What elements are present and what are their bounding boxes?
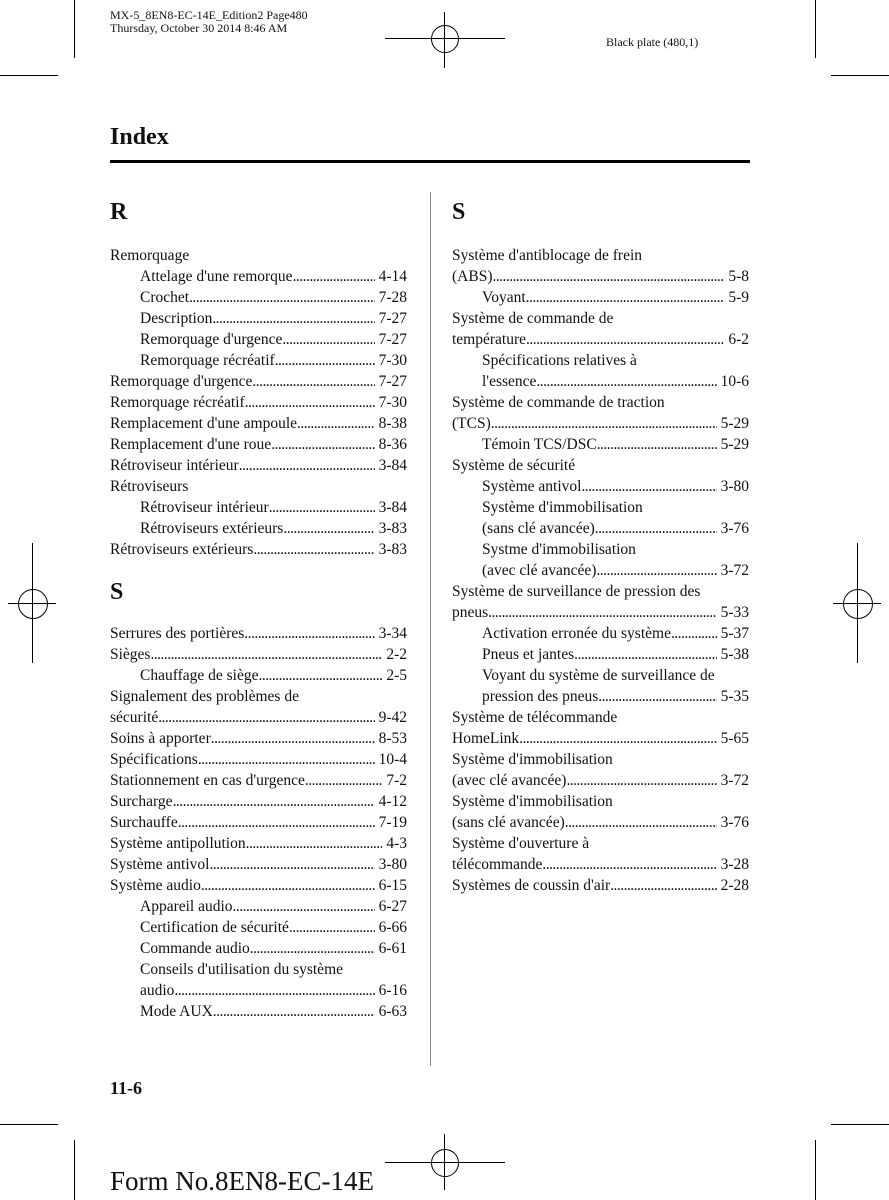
dot-leader <box>212 308 374 329</box>
registration-mark-top <box>385 12 505 68</box>
index-subentry <box>452 434 749 455</box>
entry-label: Système de télécommande <box>452 709 618 726</box>
entry-label: Système d'immobilisation <box>452 751 613 768</box>
dot-leader <box>173 791 375 812</box>
registration-mark-bottom <box>385 1134 505 1190</box>
index-entry <box>452 308 749 329</box>
entry-label: Spécifications relatives à <box>482 352 637 369</box>
index-entry <box>110 392 407 413</box>
entry-label: Remplacement d'une roue <box>110 436 272 453</box>
index-entry <box>452 392 749 413</box>
page-reference: 3-80 <box>378 856 407 873</box>
page-reference: 5-29 <box>720 415 749 432</box>
page-reference: 8-53 <box>378 730 407 747</box>
dot-leader <box>574 644 716 665</box>
index-subentry <box>452 497 749 518</box>
dot-leader <box>595 518 717 539</box>
entry-label: Systme d'immobilisation <box>482 541 636 558</box>
entry-label: (sans clé avancée) <box>452 814 565 831</box>
dot-leader <box>239 455 375 476</box>
index-list-r <box>110 245 407 560</box>
index-entry <box>452 833 749 854</box>
entry-label: Système antipollution <box>110 835 246 852</box>
page-reference: 5-35 <box>720 688 749 705</box>
entry-label: pneus <box>452 604 489 621</box>
page-reference: 3-84 <box>378 457 407 474</box>
index-entry <box>110 455 407 476</box>
entry-label: Système de sécurité <box>452 457 576 474</box>
dot-leader <box>282 329 374 350</box>
index-subentry <box>110 665 407 686</box>
title-divider <box>110 160 750 163</box>
dot-leader <box>519 728 716 749</box>
index-entry <box>452 266 749 287</box>
index-entry <box>110 686 407 707</box>
entry-label: Témoin TCS/DSC <box>482 436 597 453</box>
page-reference: 3-83 <box>378 520 407 537</box>
entry-label: Remplacement d'une ampoule <box>110 415 298 432</box>
index-subentry <box>110 518 407 539</box>
entry-label: température <box>452 331 527 348</box>
index-entry <box>452 854 749 875</box>
index-subentry <box>110 308 407 329</box>
page-reference: 5-33 <box>720 604 749 621</box>
page-number: 11-6 <box>110 1078 143 1098</box>
entry-label: Système de commande de traction <box>452 394 665 411</box>
crop-mark <box>815 0 816 58</box>
index-entry <box>452 875 749 896</box>
print-timestamp: Thursday, October 30 2014 8:46 AM <box>110 21 288 35</box>
entry-label: Stationnement en cas d'urgence <box>110 772 305 789</box>
entry-label: Système de surveillance de pression des <box>452 583 701 600</box>
page-reference: 5-37 <box>720 625 749 642</box>
index-entry <box>110 476 407 497</box>
dot-leader <box>610 875 716 896</box>
crop-mark <box>831 1124 889 1125</box>
index-entry <box>452 329 749 350</box>
page-reference: 6-16 <box>378 982 407 999</box>
index-entry <box>110 791 407 812</box>
index-subentry <box>452 644 749 665</box>
dot-leader <box>275 350 375 371</box>
letter-heading-s: S <box>110 579 124 605</box>
dot-leader <box>289 917 375 938</box>
dot-leader <box>174 980 374 1001</box>
page-reference: 5-9 <box>728 289 749 306</box>
entry-label: Système d'antiblocage de frein <box>452 247 643 264</box>
crop-mark <box>74 0 75 58</box>
crop-mark <box>0 1124 58 1125</box>
entry-label: Spécifications <box>110 751 198 768</box>
dot-leader <box>259 665 383 686</box>
entry-label: Pneus et jantes <box>482 646 575 663</box>
page-reference: 8-38 <box>378 415 407 432</box>
entry-label: Systèmes de coussin d'air <box>452 877 611 894</box>
entry-label: Description <box>140 310 213 327</box>
index-subentry <box>452 371 749 392</box>
index-entry <box>452 728 749 749</box>
letter-heading-s-continued: S <box>452 199 466 225</box>
index-list-s <box>110 623 407 1022</box>
page-reference: 4-12 <box>378 793 407 810</box>
index-list-s-continued <box>452 245 749 896</box>
page-reference: 3-76 <box>720 520 749 537</box>
entry-label: HomeLink <box>452 730 520 747</box>
page-reference: 4-14 <box>378 268 407 285</box>
index-subentry <box>110 329 407 350</box>
index-subentry <box>110 350 407 371</box>
entry-label: Crochet <box>140 289 190 306</box>
index-entry <box>110 770 407 791</box>
dot-leader <box>297 413 375 434</box>
index-entry <box>452 455 749 476</box>
dot-leader <box>305 770 382 791</box>
index-entry <box>452 749 749 770</box>
page-title: Index <box>110 124 169 150</box>
entry-label: Rétroviseur intérieur <box>140 499 269 516</box>
page-reference: 10-6 <box>720 373 749 390</box>
index-entry <box>452 581 749 602</box>
page-reference: 10-4 <box>378 751 407 768</box>
entry-label: l'essence <box>482 373 537 390</box>
dot-leader <box>233 896 375 917</box>
dot-leader <box>150 644 382 665</box>
page-reference: 3-83 <box>378 541 407 558</box>
index-entry <box>452 413 749 434</box>
page-reference: 8-36 <box>378 436 407 453</box>
crop-mark <box>0 75 58 76</box>
index-entry <box>110 539 407 560</box>
index-entry <box>110 371 407 392</box>
dot-leader <box>536 371 716 392</box>
entry-label: (TCS) <box>452 415 491 432</box>
entry-label: Système d'ouverture à <box>452 835 590 852</box>
crop-mark <box>831 75 889 76</box>
page-reference: 7-27 <box>378 373 407 390</box>
dot-leader <box>198 749 375 770</box>
index-subentry <box>452 560 749 581</box>
dot-leader <box>209 854 374 875</box>
entry-label: Rétroviseurs <box>110 478 189 495</box>
dot-leader <box>250 938 375 959</box>
index-entry <box>110 749 407 770</box>
entry-label: (avec clé avancée) <box>482 562 597 579</box>
page-reference: 3-72 <box>720 562 749 579</box>
registration-mark-left <box>8 543 56 663</box>
index-subentry <box>452 287 749 308</box>
page-reference: 6-2 <box>728 331 749 348</box>
page-reference: 3-84 <box>378 499 407 516</box>
index-subentry <box>110 917 407 938</box>
registration-mark-right <box>833 543 881 663</box>
index-entry <box>452 707 749 728</box>
index-subentry <box>110 959 407 980</box>
index-subentry <box>110 497 407 518</box>
page-reference: 7-2 <box>386 772 407 789</box>
index-subentry <box>452 665 749 686</box>
page-reference: 4-3 <box>386 835 407 852</box>
entry-label: Certification de sécurité <box>140 919 289 936</box>
index-subentry <box>452 476 749 497</box>
entry-label: Système audio <box>110 877 201 894</box>
dot-leader <box>598 686 716 707</box>
entry-label: Remorquage d'urgence <box>140 331 283 348</box>
index-entry <box>110 728 407 749</box>
dot-leader <box>283 518 374 539</box>
entry-label: Appareil audio <box>140 898 233 915</box>
page-reference: 9-42 <box>378 709 407 726</box>
page-reference: 5-65 <box>720 730 749 747</box>
entry-label: Voyant <box>482 289 526 306</box>
crop-mark <box>815 1140 816 1200</box>
entry-label: sécurité <box>110 709 159 726</box>
index-entry <box>452 602 749 623</box>
dot-leader <box>253 539 374 560</box>
page-reference: 3-76 <box>720 814 749 831</box>
dot-leader <box>565 812 717 833</box>
page-reference: 7-27 <box>378 310 407 327</box>
entry-label: Voyant du système de surveillance de <box>482 667 715 684</box>
page-reference: 3-80 <box>720 478 749 495</box>
entry-label: Mode AUX <box>140 1003 213 1020</box>
crop-mark <box>74 1140 75 1200</box>
index-subentry <box>452 350 749 371</box>
dot-leader <box>293 266 375 287</box>
entry-label: Système d'immobilisation <box>452 793 613 810</box>
index-entry <box>110 812 407 833</box>
index-entry <box>110 854 407 875</box>
dot-leader <box>596 560 716 581</box>
dot-leader <box>488 602 716 623</box>
entry-label: Système antivol <box>110 856 210 873</box>
page-reference: 5-38 <box>720 646 749 663</box>
entry-label: Remorquage récréatif <box>140 352 275 369</box>
page-reference: 2-5 <box>386 667 407 684</box>
index-subentry <box>110 1001 407 1022</box>
entry-label: Activation erronée du système <box>482 625 671 642</box>
index-subentry <box>110 266 407 287</box>
dot-leader <box>566 770 716 791</box>
index-entry <box>110 245 407 266</box>
index-subentry <box>110 980 407 1001</box>
entry-label: (ABS) <box>452 268 493 285</box>
page-reference: 6-15 <box>378 877 407 894</box>
page-reference: 5-29 <box>720 436 749 453</box>
page-reference: 2-2 <box>386 646 407 663</box>
page-reference: 7-30 <box>378 352 407 369</box>
index-entry <box>110 875 407 896</box>
entry-label: Serrures des portières <box>110 625 245 642</box>
dot-leader <box>581 476 716 497</box>
index-entry <box>110 413 407 434</box>
entry-label: Surcharge <box>110 793 173 810</box>
dot-leader <box>492 266 724 287</box>
entry-label: Sièges <box>110 646 151 663</box>
entry-label: Rétroviseur intérieur <box>110 457 239 474</box>
page-reference: 3-28 <box>720 856 749 873</box>
form-number: Form No.8EN8-EC-14E <box>110 1166 374 1196</box>
dot-leader <box>158 707 374 728</box>
dot-leader <box>244 623 374 644</box>
page-reference: 6-61 <box>378 940 407 957</box>
entry-label: Système de commande de <box>452 310 614 327</box>
index-entry <box>110 707 407 728</box>
index-subentry <box>110 896 407 917</box>
letter-heading-r: R <box>110 199 128 225</box>
index-entry <box>452 245 749 266</box>
entry-label: Commande audio <box>140 940 250 957</box>
index-entry <box>452 791 749 812</box>
dot-leader <box>526 329 724 350</box>
index-entry <box>110 623 407 644</box>
dot-leader <box>271 434 374 455</box>
entry-label: Attelage d'une remorque <box>140 268 293 285</box>
index-subentry <box>452 623 749 644</box>
index-entry <box>452 812 749 833</box>
index-subentry <box>110 938 407 959</box>
page-reference: 6-27 <box>378 898 407 915</box>
entry-label: Rétroviseurs extérieurs <box>140 520 284 537</box>
index-entry <box>110 833 407 854</box>
dot-leader <box>269 497 375 518</box>
dot-leader <box>211 728 375 749</box>
dot-leader <box>189 287 375 308</box>
entry-label: Remorquage récréatif <box>110 394 245 411</box>
entry-label: Surchauffe <box>110 814 178 831</box>
page-reference: 7-28 <box>378 289 407 306</box>
dot-leader <box>246 833 383 854</box>
dot-leader <box>597 434 717 455</box>
dot-leader <box>201 875 375 896</box>
dot-leader <box>542 854 716 875</box>
index-entry <box>110 644 407 665</box>
entry-label: Soins à apporter <box>110 730 211 747</box>
entry-label: (avec clé avancée) <box>452 772 567 789</box>
dot-leader <box>245 392 375 413</box>
dot-leader <box>491 413 717 434</box>
entry-label: Remorquage d'urgence <box>110 373 253 390</box>
entry-label: pression des pneus <box>482 688 599 705</box>
dot-leader <box>671 623 717 644</box>
page-reference: 2-28 <box>720 877 749 894</box>
entry-label: Système d'immobilisation <box>482 499 643 516</box>
column-divider <box>430 192 431 1066</box>
dot-leader <box>213 1001 375 1022</box>
index-entry <box>110 434 407 455</box>
plate-label: Black plate (480,1) <box>606 35 699 49</box>
index-subentry <box>452 518 749 539</box>
entry-label: Système antivol <box>482 478 582 495</box>
entry-label: Rétroviseurs extérieurs <box>110 541 254 558</box>
entry-label: audio <box>140 982 175 999</box>
entry-label: Remorquage <box>110 247 190 264</box>
entry-label: télécommande <box>452 856 543 873</box>
entry-label: Conseils d'utilisation du système <box>140 961 343 978</box>
index-subentry <box>452 539 749 560</box>
print-file-info: MX-5_8EN8-EC-14E_Edition2 Page480 <box>110 8 308 22</box>
dot-leader <box>252 371 374 392</box>
page-reference: 3-72 <box>720 772 749 789</box>
index-subentry <box>110 287 407 308</box>
page-reference: 7-27 <box>378 331 407 348</box>
page-reference: 6-63 <box>378 1003 407 1020</box>
dot-leader <box>526 287 725 308</box>
page-reference: 7-19 <box>378 814 407 831</box>
index-entry <box>452 770 749 791</box>
page-reference: 3-34 <box>378 625 407 642</box>
index-subentry <box>452 686 749 707</box>
page-reference: 6-66 <box>378 919 407 936</box>
page-reference: 7-30 <box>378 394 407 411</box>
entry-label: Chauffage de siège <box>140 667 259 684</box>
entry-label: Signalement des problèmes de <box>110 688 299 705</box>
page-reference: 5-8 <box>728 268 749 285</box>
dot-leader <box>178 812 375 833</box>
entry-label: (sans clé avancée) <box>482 520 595 537</box>
